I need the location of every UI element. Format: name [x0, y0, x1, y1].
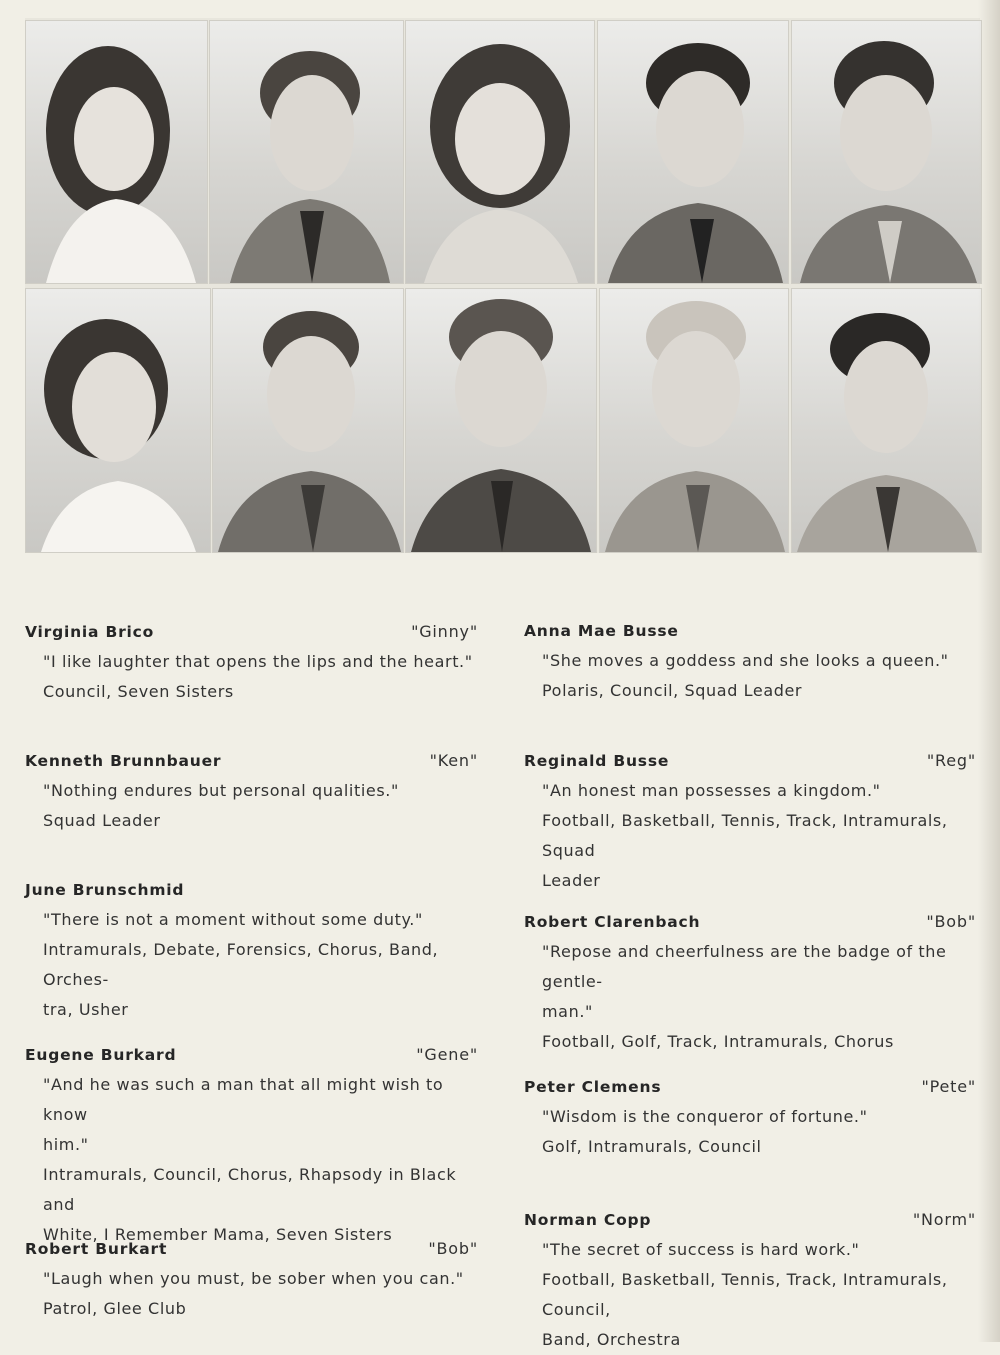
senior-entry	[524, 746, 976, 896]
student-quote: "The secret of success is hard work."	[542, 1240, 860, 1259]
portrait-photo	[405, 288, 597, 553]
portrait-photo	[405, 20, 595, 284]
portrait-silhouette	[600, 289, 788, 552]
student-nickname: "Ken"	[429, 751, 478, 770]
senior-entry	[25, 875, 478, 1025]
student-nickname: "Pete"	[921, 1077, 976, 1096]
student-nickname: "Gene"	[416, 1045, 478, 1064]
student-name: Norman Copp	[524, 1211, 652, 1229]
student-activities: Council, Seven Sisters	[43, 682, 234, 701]
student-quote: "Nothing endures but personal qualities."	[43, 781, 399, 800]
portrait-silhouette	[26, 21, 207, 283]
student-activities: White, I Remember Mama, Seven Sisters	[43, 1225, 393, 1244]
student-activities: Band, Orchestra	[542, 1330, 681, 1349]
student-activities: Squad Leader	[43, 811, 161, 830]
student-activities: Football, Basketball, Tennis, Track, Intramurals, Squad	[542, 811, 948, 860]
page-edge-shadow	[978, 0, 1000, 1342]
senior-entry	[524, 1072, 976, 1162]
portrait-photo	[212, 288, 404, 553]
student-activities: Leader	[542, 871, 601, 890]
student-name: Robert Burkart	[25, 1240, 168, 1258]
senior-entry	[524, 907, 976, 1057]
senior-entry	[25, 617, 478, 707]
student-name: Virginia Brico	[25, 623, 155, 641]
student-quote: "And he was such a man that all might wish to know	[43, 1075, 444, 1124]
student-name: Peter Clemens	[524, 1078, 662, 1096]
senior-entry	[524, 1205, 976, 1355]
senior-entry	[25, 1040, 478, 1250]
student-quote: "Wisdom is the conqueror of fortune."	[542, 1107, 868, 1126]
portrait-photo	[791, 20, 982, 284]
student-activities: Football, Golf, Track, Intramurals, Chorus	[542, 1032, 894, 1051]
student-activities: Patrol, Glee Club	[43, 1299, 187, 1318]
portrait-photo	[599, 288, 789, 553]
student-name: June Brunschmid	[25, 881, 185, 899]
student-quote: him."	[43, 1135, 89, 1154]
senior-entry	[524, 616, 976, 706]
portrait-silhouette	[792, 21, 981, 283]
portrait-grid	[25, 18, 980, 553]
student-nickname: "Reg"	[926, 751, 976, 770]
senior-entry	[25, 746, 478, 836]
student-nickname: "Bob"	[428, 1239, 478, 1258]
portrait-photo	[597, 20, 789, 284]
student-name: Kenneth Brunnbauer	[25, 752, 222, 770]
student-activities: Golf, Intramurals, Council	[542, 1137, 762, 1156]
portrait-silhouette	[406, 289, 596, 552]
portrait-silhouette	[406, 21, 594, 283]
student-name: Robert Clarenbach	[524, 913, 701, 931]
student-activities: Football, Basketball, Tennis, Track, Intramurals, Council,	[542, 1270, 948, 1319]
student-quote: "Laugh when you must, be sober when you can."	[43, 1269, 464, 1288]
student-activities: Intramurals, Council, Chorus, Rhapsody in Black and	[43, 1165, 457, 1214]
portrait-photo	[25, 288, 211, 553]
portrait-silhouette	[792, 289, 981, 552]
student-activities: tra, Usher	[43, 1000, 129, 1019]
student-quote: "I like laughter that opens the lips and the heart."	[43, 652, 473, 671]
student-name: Anna Mae Busse	[524, 622, 679, 640]
portrait-silhouette	[598, 21, 788, 283]
student-quote: "Repose and cheerfulness are the badge of the gentle-	[542, 942, 947, 991]
student-name: Reginald Busse	[524, 752, 670, 770]
student-nickname: "Bob"	[926, 912, 976, 931]
senior-entry	[25, 1234, 478, 1324]
student-nickname: "Ginny"	[411, 622, 478, 641]
student-nickname: "Norm"	[912, 1210, 976, 1229]
student-activities: Intramurals, Debate, Forensics, Chorus, Band, Orches-	[43, 940, 439, 989]
portrait-silhouette	[210, 21, 403, 283]
student-quote: man."	[542, 1002, 593, 1021]
student-activities: Polaris, Council, Squad Leader	[542, 681, 803, 700]
student-quote: "She moves a goddess and she looks a queen."	[542, 651, 949, 670]
portrait-photo	[209, 20, 404, 284]
student-quote: "There is not a moment without some duty."	[43, 910, 423, 929]
portrait-silhouette	[26, 289, 210, 552]
portrait-photo	[791, 288, 982, 553]
portrait-silhouette	[213, 289, 403, 552]
student-name: Eugene Burkard	[25, 1046, 177, 1064]
student-quote: "An honest man possesses a kingdom."	[542, 781, 881, 800]
portrait-photo	[25, 20, 208, 284]
